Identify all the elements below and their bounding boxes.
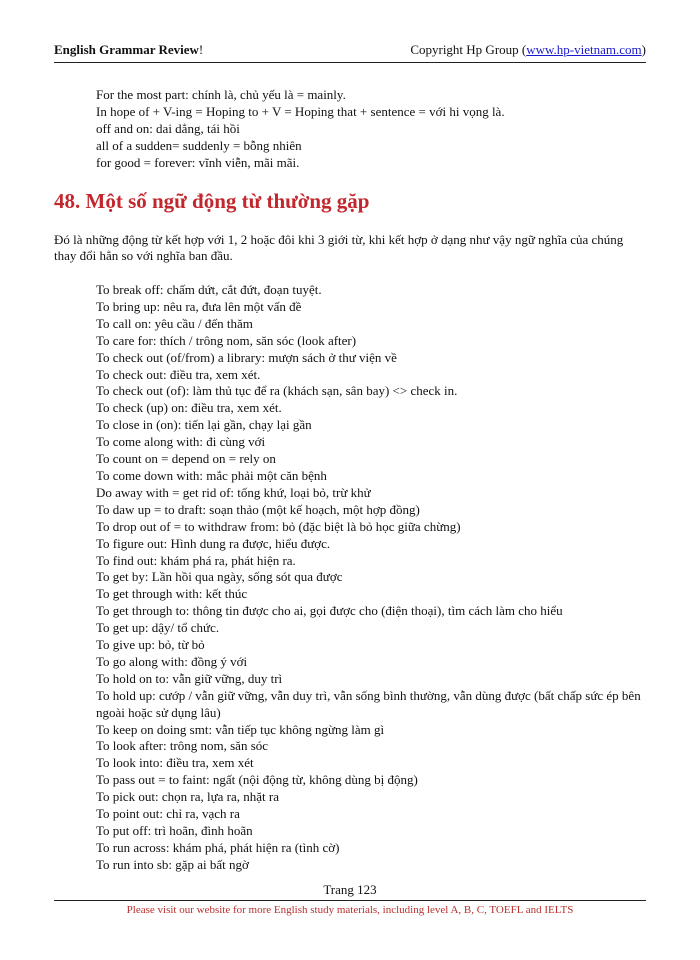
phrasal-verb-item: To call on: yêu cầu / đến thăm <box>96 315 253 331</box>
phrasal-verb-item: To get through with: kết thúc <box>96 586 248 602</box>
intro-line: for good = forever: vĩnh viễn, mãi mãi. <box>96 155 300 170</box>
intro-line: In hope of + V-ing = Hoping to + V = Hoping that + sentence = với hi vọng là. <box>96 104 505 119</box>
phrasal-verb-item: To hold on to: vẫn giữ vững, duy trì <box>96 670 283 686</box>
phrasal-verb-item: To count on = depend on = rely on <box>96 451 276 467</box>
phrasal-verb-item: To go along with: đồng ý với <box>96 653 248 669</box>
section-title: 48. Một số ngữ động từ thường gặp <box>54 189 370 213</box>
phrasal-verb-item: To hold up: cướp / vẫn giữ vững, vẫn duy trì, vẫn sống bình thường, vẫn dùng được (bất chấp sức ép bên ngoài hoặc sử dụng lâu) <box>96 687 641 720</box>
phrasal-verb-item: To daw up = to draft: soạn thảo (một kế hoạch, một hợp đồng) <box>96 501 420 517</box>
page-header <box>54 42 646 62</box>
website-link[interactable]: www.hp-vietnam.com <box>526 42 642 57</box>
header-title-text: English Grammar Review <box>54 42 199 57</box>
phrasal-verb-item: To get by: Lần hồi qua ngày, sống sót qua được <box>96 569 343 585</box>
phrasal-verb-item: To check (up) on: điều tra, xem xét. <box>96 400 282 416</box>
phrasal-verb-list <box>96 282 646 874</box>
section-description: Đó là những động từ kết hợp với 1, 2 hoặc đôi khi 3 giới từ, khi kết hợp ở dạng như vậy ngữ nghĩa của chúng thay đổi hẳn so với nghĩa ban đầu. <box>54 232 624 263</box>
intro-line: off and on: dai dẳng, tái hồi <box>96 121 240 136</box>
phrasal-verb-item: To drop out of = to withdraw from: bỏ (đặc biệt là bỏ học giữa chừng) <box>96 518 461 534</box>
phrasal-verb-item: To check out (of/from) a library: mượn sách ở thư viện về <box>96 349 397 365</box>
phrasal-verb-item: To find out: khám phá ra, phát hiện ra. <box>96 552 296 568</box>
footer-divider <box>54 900 646 901</box>
phrasal-verb-item: To check out: điều tra, xem xét. <box>96 366 261 382</box>
phrasal-verb-item: To come along with: đi cùng với <box>96 434 266 450</box>
footer-note: Please visit our website for more English study materials, including level A, B, C, TOEFL and IELTS <box>126 904 574 916</box>
phrasal-verb-item: To break off: chấm dứt, cắt đứt, đoạn tuyệt. <box>96 282 322 297</box>
phrasal-verb-item: To get through to: thông tin được cho ai, gọi được cho (điện thoại), tìm cách làm cho hiểu <box>96 603 563 619</box>
phrasal-verb-item: To give up: bỏ, từ bỏ <box>96 637 205 653</box>
page-number: Trang 123 <box>323 882 377 897</box>
phrasal-verb-item: To close in (on): tiến lại gần, chạy lại gần <box>96 417 312 433</box>
phrasal-verb-item: To care for: thích / trông nom, săn sóc (look after) <box>96 332 357 348</box>
phrasal-verb-item: To look after: trông nom, săn sóc <box>96 738 269 754</box>
header-title <box>54 42 203 58</box>
phrasal-verb-item: Do away with = get rid of: tống khứ, loại bỏ, trừ khử <box>96 484 371 500</box>
header-copyright <box>410 42 646 58</box>
header-divider <box>54 62 646 63</box>
phrasal-verb-item: To run into sb: gặp ai bất ngờ <box>96 856 249 872</box>
phrasal-verb-item: To get up: dậy/ tổ chức. <box>96 620 220 636</box>
phrasal-verb-item: To bring up: nêu ra, đưa lên một vấn đề <box>96 298 302 314</box>
phrasal-verb-item: To figure out: Hình dung ra được, hiểu được. <box>96 535 331 551</box>
phrasal-verb-item: To come down with: mắc phải một căn bệnh <box>96 467 327 483</box>
phrasal-verb-item: To point out: chỉ ra, vạch ra <box>96 806 240 822</box>
phrasal-verb-item: To pass out = to faint: ngất (nội động từ, không dùng bị động) <box>96 772 418 788</box>
copyright-prefix: Copyright Hp Group ( <box>410 42 527 57</box>
phrasal-verb-item: To keep on doing smt: vẫn tiếp tục không ngừng làm gì <box>96 721 385 737</box>
phrasal-verb-item: To put off: trì hoãn, đình hoãn <box>96 823 253 838</box>
copyright-suffix: ) <box>641 42 646 57</box>
header-title-suffix: ! <box>198 42 204 57</box>
intro-line: all of a sudden= suddenly = bỗng nhiên <box>96 138 302 153</box>
phrasal-verb-item: To look into: điều tra, xem xét <box>96 755 254 771</box>
phrasal-verb-item: To check out (of): làm thủ tục để ra (khách sạn, sân bay) <> check in. <box>96 383 458 399</box>
intro-line: For the most part: chính là, chủ yếu là = mainly. <box>96 87 346 102</box>
intro-lines <box>96 86 505 171</box>
phrasal-verb-item: To run across: khám phá, phát hiện ra (tình cờ) <box>96 839 340 855</box>
phrasal-verb-item: To pick out: chọn ra, lựa ra, nhặt ra <box>96 789 280 805</box>
